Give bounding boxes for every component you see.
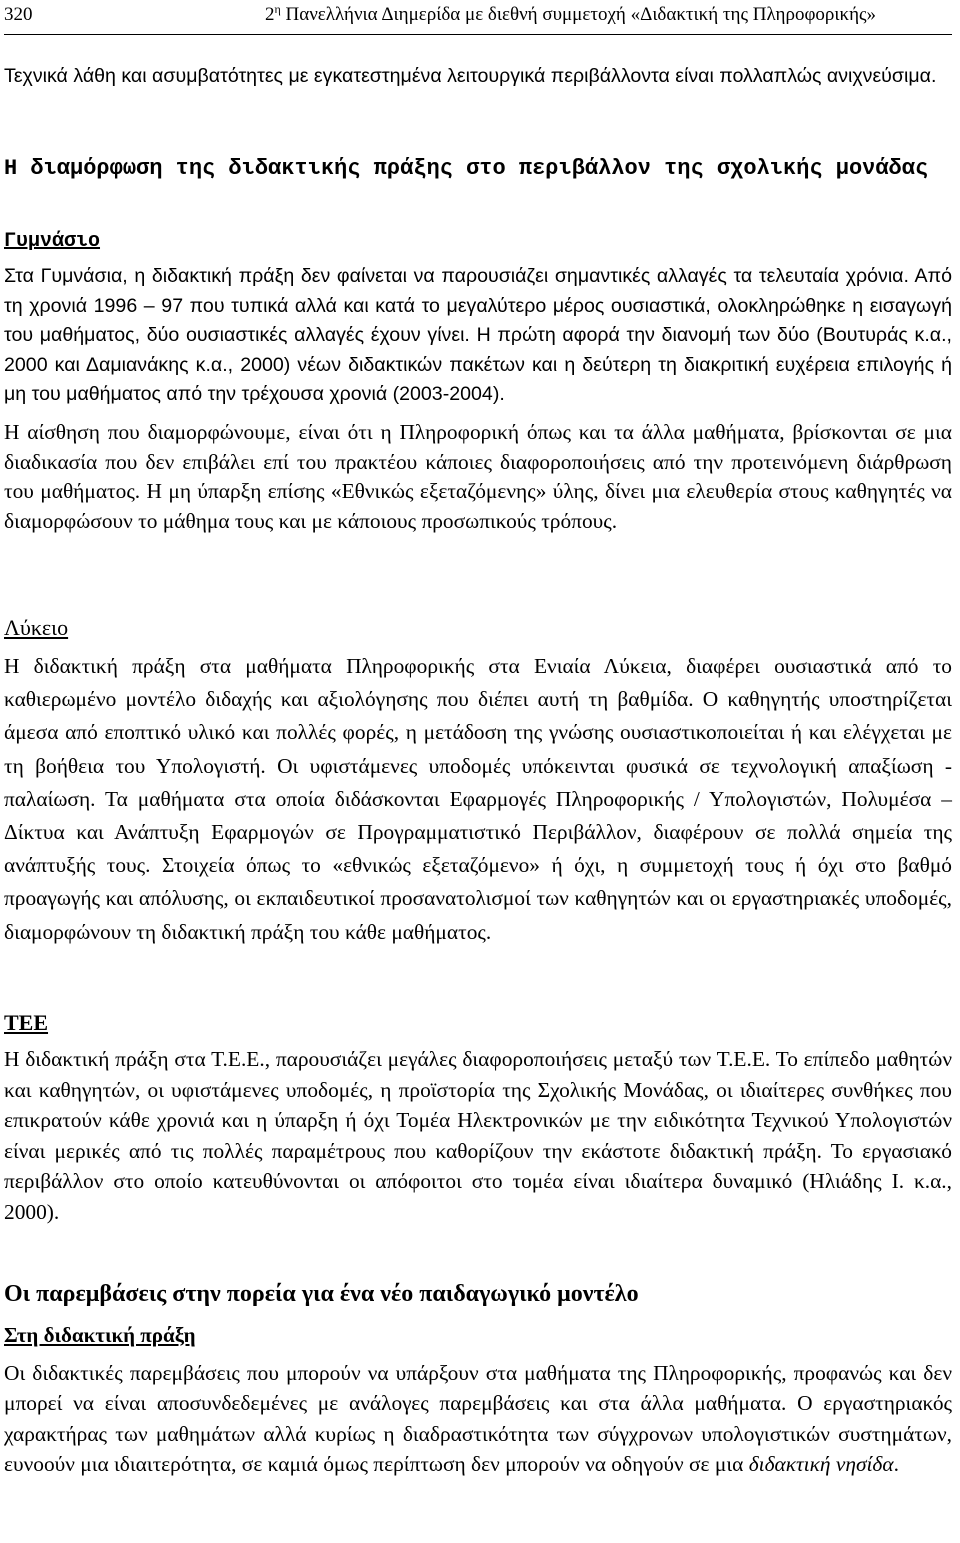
tee-paragraph: Η διδακτική πράξη στα Τ.Ε.Ε., παρουσιάζει μεγάλες διαφοροποιήσεις μεταξύ των Τ.Ε.Ε. Το επίπεδο μαθητών και καθηγητών, οι υφιστάμενες υποδομές, η προϊστορία της Σχολικής Μονάδας, οι ιδιαίτερες συνθήκες που επικρατούν κάθε χρονιά και η ύπαρξη ή όχι Τομέα Ηλεκτρονικών με την ειδικότητα Τεχνικού Υπολογιστών είναι μερικές από τις πολλές παραμέτρους που καθορίζουν την εκάστοτε διδακτική πράξη. Το εργασιακό περιβάλλον στο οποίο κατευθύνονται οι απόφοιτοι στο τομέα είναι ιδιαίτερα δυναμικό (Ηλιάδης Ι. κ.α., 2000). <box>4 1047 952 1224</box>
lykeio-heading: Λύκειο <box>4 615 69 640</box>
running-title <box>265 0 876 30</box>
gymnasio-heading-block <box>4 227 952 257</box>
running-title-prefix: 2 <box>265 4 275 25</box>
section-paragraph <box>4 1358 952 1480</box>
gymnasio-block <box>4 262 952 410</box>
header-rule <box>4 34 952 35</box>
gymnasio-heading: Γυμνάσιο <box>4 230 101 253</box>
section-paragraph-main: Οι διδακτικές παρεμβάσεις που μπορούν να υπάρξουν στα μαθήματα της Πληροφορικής, προφανώς και δεν μπορεί να είναι αποσυνδεδεμένες με ανάλογες παρεμβάσεις και στα άλλα μαθήματα. Ο εργαστηριακός χαρακτήρας των μαθημάτων αλλά κυρίως η διαδραστικότητα των σύγχρονων υπολογιστικών συστημάτων, ευνοούν μια ιδιαιτερότητα, σε καμιά όμως περίπτωση δεν μπορούν να οδηγούν σε μια <box>4 1361 952 1477</box>
section-subheading: Στη διδακτική πράξη <box>4 1323 196 1347</box>
page-number: 320 <box>4 4 33 25</box>
tee-heading: ΤΕΕ <box>4 1010 49 1035</box>
section-heading-block <box>4 1278 952 1310</box>
section-paragraph-italic: διδακτική νησίδα <box>748 1452 894 1477</box>
lykeio-paragraph: Η διδακτική πράξη στα μαθήματα Πληροφορικής στα Ενιαία Λύκεια, διαφέρει ουσιαστικά από το καθιερωμένο μοντέλο διδαχής και αξιολόγησης που διέπει αυτή τη βαθμίδα. Ο καθηγητής υποστηρίζεται άμεσα από εποπτικό υλικό και πολλές φορές, η μετάδοση της γνώσης ουσιαστικοποιείται ή και ελέγχεται με τη βοήθεια του Υπολογιστή. Οι υφιστάμενες υποδομές υπόκεινται φυσικά σε τεχνολογική απαξίωση - παλαίωση. Τα μαθήματα στα οποία διδάσκονται Εφαρμογές Πληροφορικής / Υπολογιστών, Πολυμέσα – Δίκτυα και Ανάπτυξη Εφαρμογών σε Προγραμματιστικό Περιβάλλον, διαφέρουν σε πολλά σημεία της ανάπτυξής τους. Στοιχεία όπως το «εθνικώς εξεταζόμενο» ή όχι, η συμμετοχή τους ή όχι στο βαθμό προαγωγής και απόλυσης, οι εκπαιδευτικοί προσανατολισμοί των καθηγητών και οι εργαστηριακές υποδομές, διαμορφώνουν τη διδακτική πράξη του κάθε μαθήματος. <box>4 654 952 944</box>
main-heading-block <box>4 151 952 186</box>
running-title-rest: Πανελλήνια Διημερίδα με διεθνή συμμετοχή «Διδακτική της Πληροφορικής» <box>280 4 877 25</box>
main-heading: Η διαμόρφωση της διδακτικής πράξης στο περιβάλλον της σχολικής μονάδας <box>4 156 929 181</box>
section-subheading-block <box>4 1320 952 1350</box>
section-heading: Οι παρεμβάσεις στην πορεία για ένα νέο παιδαγωγικό μοντέλο <box>4 1281 639 1307</box>
tee-block <box>4 1044 952 1228</box>
section-block <box>4 1358 952 1480</box>
lykeio-heading-block <box>4 613 952 643</box>
lykeio-block <box>4 650 952 949</box>
intro-block <box>4 62 952 92</box>
gymnasio-serif-block <box>4 418 952 536</box>
page-header <box>4 0 952 36</box>
tee-heading-block <box>4 1008 952 1038</box>
section-paragraph-end: . <box>893 1452 899 1477</box>
running-title-sup: η <box>274 2 281 16</box>
intro-paragraph: Τεχνικά λάθη και ασυμβατότητες με εγκατεστημένα λειτουργικά περιβάλλοντα είναι πολλαπλώς ανιχνεύσιμα. <box>4 65 937 87</box>
gymnasio-paragraph-serif: Η αίσθηση που διαμορφώνουμε, είναι ότι η Πληροφορική όπως και τα άλλα μαθήματα, βρίσκονται σε μια διαδικασία που δεν επιβάλει επί του πρακτέου κάποιες διαφοροποιήσεις από την προτεινόμενη διάρθρωση του μαθήματος. Η μη ύπαρξη επίσης «Εθνικώς εξεταζόμενης» ύλης, δίνει μια ελευθερία στους καθηγητές να διαμορφώσουν το μάθημα τους και με κάποιους προσωπικούς τρόπους. <box>4 420 952 533</box>
gymnasio-paragraph-sans: Στα Γυμνάσια, η διδακτική πράξη δεν φαίνεται να παρουσιάζει σημαντικές αλλαγές τα τελευταία χρόνια. Από τη χρονιά 1996 – 97 που τυπικά αλλά και κατά το μεγαλύτερο μέρος ουσιαστικά, ολοκληρώθηκε η εισαγωγή του μαθήματος, δύο ουσιαστικές αλλαγές έχουν γίνει. Η πρώτη αφορά την διανομή των δύο (Βουτυράς κ.α., 2000 και Δαμιανάκης κ.α., 2000) νέων διδακτικών πακέτων και η δεύτερη τη διακριτική ευχέρεια επιλογής ή μη του μαθήματος από την τρέχουσα χρονιά (2003-2004). <box>4 265 952 406</box>
